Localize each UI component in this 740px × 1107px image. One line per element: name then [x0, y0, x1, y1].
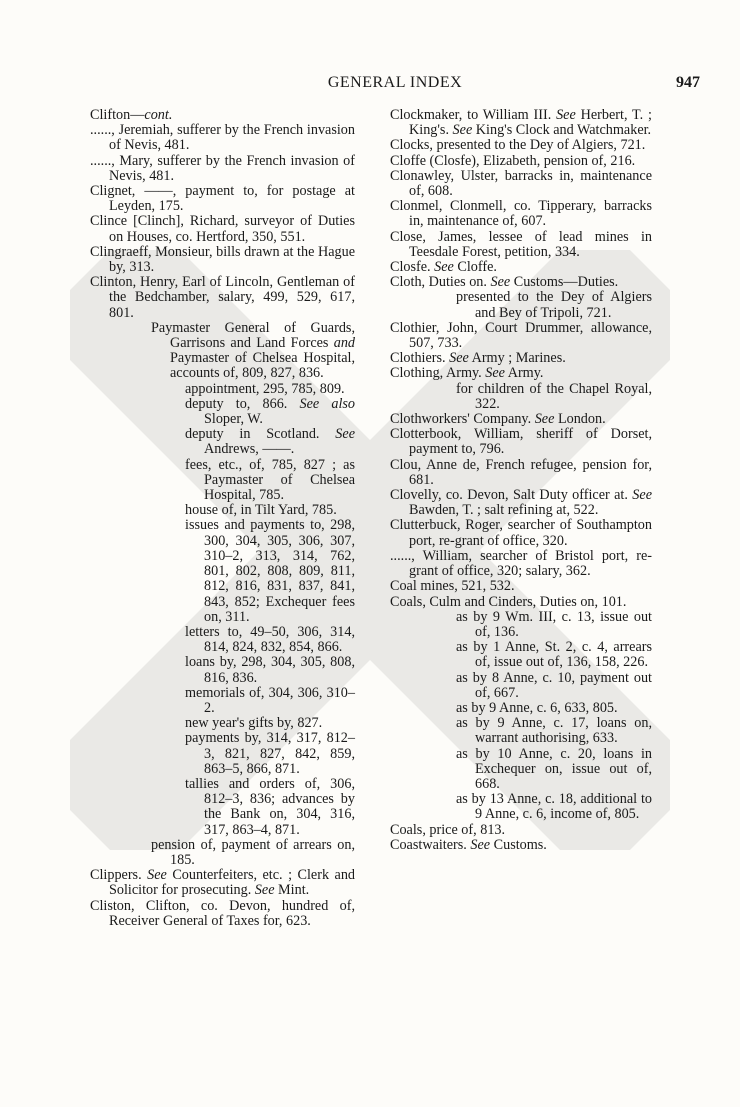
index-entry: Paymaster General of Guards, Garrisons and Land Forces and Paymaster of Chelsea Hospital, accounts of, 809, 827, 836. [151, 319, 355, 382]
index-entry: new year's gifts by, 827. [185, 715, 323, 732]
index-entry: Clothiers. See Army ; Marines. [390, 350, 566, 367]
index-entry: as by 13 Anne, c. 18, additional to 9 Anne, c. 6, income of, 805. [456, 791, 652, 823]
index-entry: appointment, 295, 785, 809. [185, 380, 345, 397]
index-entry: Clockmaker, to William III. See Herbert, T. ; King's. See King's Clock and Watchmaker. [390, 107, 652, 139]
index-entry: tallies and orders of, 306, 812–3, 836; advances by the Bank on, 304, 316, 317, 863–4, 871. [185, 775, 355, 838]
index-entry: ......, William, searcher of Bristol port, re-grant of office, 320; salary, 362. [390, 547, 652, 580]
right-column [390, 108, 652, 853]
index-entry: deputy to, 866. See also Sloper, W. [185, 395, 355, 428]
index-entry: Coal mines, 521, 532. [390, 578, 515, 595]
index-entry: Close, James, lessee of lead mines in Teesdale Forest, petition, 334. [390, 228, 652, 260]
index-entry: letters to, 49–50, 306, 314, 814, 824, 832, 854, 866. [185, 623, 355, 656]
index-entry: Clovelly, co. Devon, Salt Duty officer at. See Bawden, T. ; salt refining at, 522. [390, 487, 652, 519]
index-entry: presented to the Dey of Algiers and Bey of Tripoli, 721. [456, 289, 652, 321]
page-title: GENERAL INDEX [327, 74, 463, 91]
index-entry: Clotterbook, William, sheriff of Dorset, payment to, 796. [390, 426, 652, 458]
index-entry: deputy in Scotland. See Andrews, ——. [185, 426, 355, 458]
index-entry: Clifton—cont. [90, 107, 173, 123]
index-entry: as by 9 Anne, c. 17, loans on, warrant authorising, 633. [456, 715, 652, 747]
index-entry: Clou, Anne de, French refugee, pension for, 681. [390, 456, 652, 488]
index-entry: Clothworkers' Company. See London. [390, 411, 606, 428]
index-entry: as by 10 Anne, c. 20, loans in Exchequer on, issue out of, 668. [456, 745, 652, 792]
index-entry: as by 9 Wm. III, c. 13, issue out of, 136. [456, 608, 652, 640]
left-column [90, 108, 355, 929]
index-entry: as by 9 Anne, c. 6, 633, 805. [456, 699, 618, 716]
index-entry: Coals, Culm and Cinders, Duties on, 101. [390, 593, 627, 610]
index-entry: Clothing, Army. See Army. [390, 365, 544, 382]
index-entry: memorials of, 304, 306, 310–2. [185, 684, 355, 716]
index-entry: pension of, payment of arrears on, 185. [151, 836, 355, 868]
index-entry: issues and payments to, 298, 300, 304, 305, 306, 307, 310–2, 313, 314, 762, 801, 802, 808, 809, 811, 812, 816, 831, 837, 841, 843, 852; Exchequer fees on, 311. [185, 517, 355, 625]
page-number: 947 [676, 74, 700, 91]
index-entry: Clothier, John, Court Drummer, allowance, 507, 733. [390, 319, 652, 352]
index-entry: Cloth, Duties on. See Customs—Duties. [390, 274, 619, 291]
index-entry: Clignet, ——, payment to, for postage at Leyden, 175. [90, 183, 355, 215]
index-entry: ......, Mary, sufferer by the French invasion of Nevis, 481. [90, 152, 355, 184]
index-entry: house of, in Tilt Yard, 785. [185, 502, 337, 519]
index-entry: Clocks, presented to the Dey of Algiers, 721. [390, 137, 646, 154]
index-entry: Coals, price of, 813. [390, 821, 506, 838]
index-entry: Clutterbuck, Roger, searcher of Southampton port, re-grant of office, 320. [390, 517, 652, 549]
index-entry: Coastwaiters. See Customs. [390, 836, 547, 853]
index-entry: Clonmel, Clonmell, co. Tipperary, barracks in, maintenance of, 607. [390, 198, 652, 230]
index-entry: loans by, 298, 304, 305, 808, 816, 836. [185, 654, 355, 686]
index-entry: Clonawley, Ulster, barracks in, maintenance of, 608. [390, 167, 652, 200]
index-entry: Clippers. See Counterfeiters, etc. ; Clerk and Solicitor for prosecuting. See Mint. [90, 867, 356, 899]
index-entry: as by 8 Anne, c. 10, payment out of, 667. [456, 669, 652, 701]
running-head [90, 74, 700, 96]
index-entry: as by 1 Anne, St. 2, c. 4, arrears of, issue out of, 136, 158, 226. [456, 639, 652, 671]
index-entry: Clinton, Henry, Earl of Lincoln, Gentleman of the Bedchamber, salary, 499, 529, 617, 801. [90, 274, 355, 321]
index-entry: Cloffe (Closfe), Elizabeth, pension of, 216. [390, 152, 636, 169]
index-entry: Closfe. See Cloffe. [390, 259, 497, 276]
index-entry: fees, etc., of, 785, 827 ; as Paymaster of Chelsea Hospital, 785. [185, 456, 355, 504]
index-entry: for children of the Chapel Royal, 322. [456, 380, 652, 412]
index-entry: Clince [Clinch], Richard, surveyor of Duties on Houses, co. Hertford, 350, 551. [90, 213, 355, 245]
index-entry: Clingraeff, Monsieur, bills drawn at the Hague by, 313. [90, 243, 355, 276]
index-entry: payments by, 314, 317, 812–3, 821, 827, 842, 859, 863–5, 866, 871. [185, 730, 355, 777]
index-entry: Cliston, Clifton, co. Devon, hundred of, Receiver General of Taxes for, 623. [90, 897, 355, 929]
index-entry: ......, Jeremiah, sufferer by the French invasion of Nevis, 481. [90, 122, 355, 154]
